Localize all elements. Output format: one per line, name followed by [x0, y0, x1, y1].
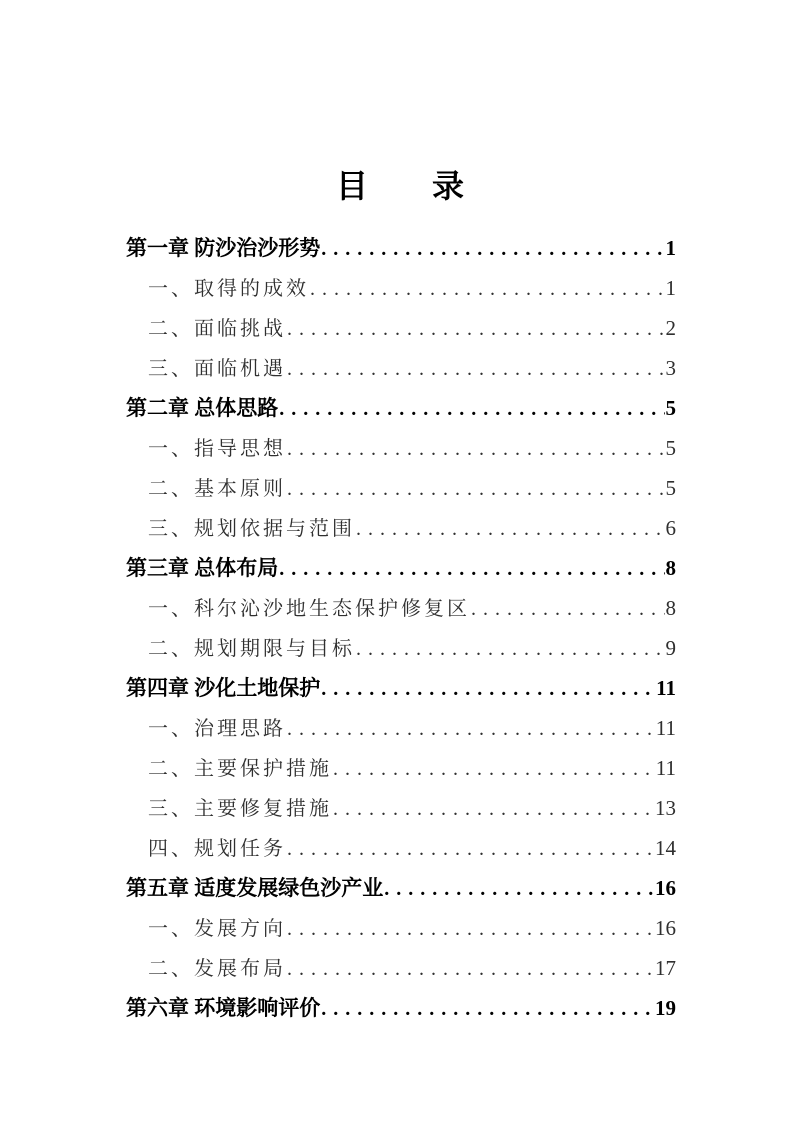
toc-leader-dots [321, 989, 654, 1029]
toc-entry-label: 一、治理思路 [148, 718, 286, 740]
toc-entry-label: 二、面临挑战 [148, 318, 286, 340]
toc-entry-label: 第六章 环境影响评价 [126, 996, 321, 1020]
toc-entry-page: 1 [665, 236, 676, 260]
toc-leader-dots [279, 549, 664, 589]
toc-leader-dots [287, 469, 665, 509]
toc-leader-dots [333, 749, 655, 789]
toc-entry-page: 14 [655, 836, 676, 860]
toc-entry[interactable] [126, 868, 676, 908]
toc-entry-label: 二、规划期限与目标 [148, 638, 355, 660]
toc-entry-page: 8 [665, 556, 676, 580]
toc-entry[interactable] [126, 468, 676, 508]
toc-entry[interactable] [126, 308, 676, 348]
toc-entry-label: 第三章 总体布局 [126, 556, 279, 580]
toc-list [126, 228, 676, 1028]
toc-entry-label: 第二章 总体思路 [126, 396, 279, 420]
toc-entry-label: 二、发展布局 [148, 958, 286, 980]
toc-entry[interactable] [126, 948, 676, 988]
toc-leader-dots [356, 629, 665, 669]
toc-entry-page: 8 [665, 596, 676, 620]
toc-leader-dots [287, 829, 654, 869]
toc-entry[interactable] [126, 588, 676, 628]
toc-entry-label: 三、规划依据与范围 [148, 518, 355, 540]
toc-leader-dots [287, 349, 665, 389]
toc-leader-dots [384, 869, 654, 909]
toc-entry-page: 1 [665, 276, 676, 300]
toc-entry[interactable] [126, 388, 676, 428]
toc-entry-page: 5 [665, 476, 676, 500]
toc-leader-dots [321, 229, 664, 269]
toc-entry[interactable] [126, 628, 676, 668]
toc-entry-label: 一、取得的成效 [148, 278, 309, 300]
toc-entry[interactable] [126, 268, 676, 308]
toc-leader-dots [321, 669, 655, 709]
toc-entry-label: 第五章 适度发展绿色沙产业 [126, 876, 384, 900]
page-title: 目 录 [335, 168, 464, 204]
toc-entry-page: 6 [665, 516, 676, 540]
toc-entry-page: 19 [655, 996, 676, 1020]
toc-entry-label: 二、主要保护措施 [148, 758, 332, 780]
toc-entry-label: 四、规划任务 [148, 838, 286, 860]
toc-leader-dots [287, 909, 654, 949]
toc-entry-page: 9 [665, 636, 676, 660]
toc-entry[interactable] [126, 788, 676, 828]
toc-entry[interactable] [126, 908, 676, 948]
toc-entry-label: 一、科尔沁沙地生态保护修复区 [148, 598, 470, 620]
toc-entry-page: 16 [655, 876, 676, 900]
toc-entry-page: 11 [655, 716, 676, 740]
toc-entry-label: 一、指导思想 [148, 438, 286, 460]
toc-leader-dots [310, 269, 665, 309]
toc-leader-dots [287, 429, 665, 469]
toc-entry-label: 三、面临机遇 [148, 358, 286, 380]
toc-entry-page: 2 [665, 316, 676, 340]
toc-leader-dots [471, 589, 665, 629]
toc-entry-label: 三、主要修复措施 [148, 798, 332, 820]
toc-entry-page: 5 [665, 396, 676, 420]
toc-leader-dots [333, 789, 654, 829]
toc-entry[interactable] [126, 748, 676, 788]
toc-entry-page: 5 [665, 436, 676, 460]
toc-entry-page: 3 [665, 356, 676, 380]
toc-entry-label: 第一章 防沙治沙形势 [126, 236, 321, 260]
toc-entry-page: 13 [655, 796, 676, 820]
toc-entry[interactable] [126, 508, 676, 548]
toc-entry-label: 二、基本原则 [148, 478, 286, 500]
toc-entry[interactable] [126, 988, 676, 1028]
toc-entry-label: 第四章 沙化土地保护 [126, 676, 321, 700]
toc-entry[interactable] [126, 548, 676, 588]
toc-entry-page: 17 [655, 956, 676, 980]
toc-leader-dots [356, 509, 665, 549]
toc-entry[interactable] [126, 668, 676, 708]
toc-leader-dots [279, 389, 664, 429]
toc-entry[interactable] [126, 228, 676, 268]
toc-entry-page: 16 [655, 916, 676, 940]
toc-leader-dots [287, 309, 665, 349]
toc-entry-page: 11 [656, 676, 676, 700]
toc-entry[interactable] [126, 348, 676, 388]
toc-entry[interactable] [126, 428, 676, 468]
toc-entry[interactable] [126, 708, 676, 748]
toc-entry-page: 11 [655, 756, 676, 780]
toc-leader-dots [287, 709, 655, 749]
toc-entry-label: 一、发展方向 [148, 918, 286, 940]
toc-entry[interactable] [126, 828, 676, 868]
toc-leader-dots [287, 949, 654, 989]
